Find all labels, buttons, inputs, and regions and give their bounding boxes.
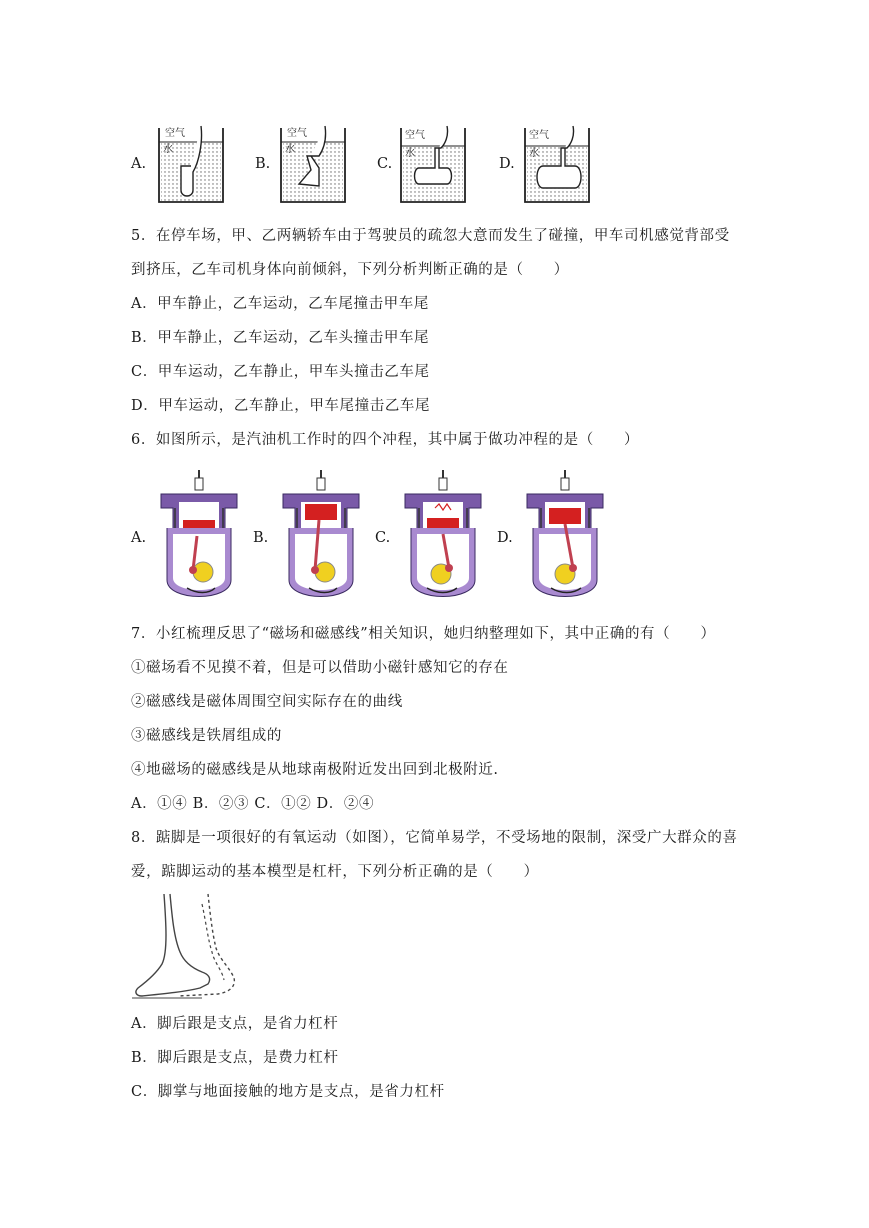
q4-figure-a [155, 122, 225, 206]
svg-text:水: 水 [405, 148, 415, 159]
q8-option-c: C．脚掌与地面接触的地方是支点，是省力杠杆 [131, 1084, 445, 1100]
q4-figure-b [277, 122, 347, 206]
q4-option-b-label: B. [255, 156, 271, 172]
q6-option-b-label: B. [253, 530, 269, 546]
q5-option-a: A．甲车静止，乙车运动，乙车尾撞击甲车尾 [131, 296, 429, 312]
q8-stem-line2: 爱，踮脚运动的基本模型是杠杆，下列分析正确的是（ ） [131, 864, 539, 880]
svg-text:空气: 空气 [529, 130, 549, 141]
q7-item-3: ③磁感线是铁屑组成的 [131, 728, 282, 744]
q5-stem-line2: 到挤压，乙车司机身体向前倾斜，下列分析判断正确的是（ ） [131, 262, 569, 278]
q7-item-4: ④地磁场的磁感线是从地球南极附近发出回到北极附近. [131, 762, 499, 778]
q4-figure-d [521, 122, 591, 206]
q4-option-row [131, 118, 751, 208]
q8-stem-line1: 8．踮脚是一项很好的有氧运动（如图），它简单易学，不受场地的限制，深受广大群众的喜 [131, 830, 738, 846]
q6-engine-figure-d [519, 468, 611, 608]
q5-option-d: D．甲车运动，乙车静止，甲车尾撞击乙车尾 [131, 398, 431, 414]
q6-option-row [131, 468, 751, 608]
svg-text:水: 水 [529, 148, 539, 159]
q6-engine-figure-a [153, 468, 245, 608]
q7-item-2: ②磁感线是磁体周围空间实际存在的曲线 [131, 694, 403, 710]
q4-option-d-label: D. [499, 156, 515, 172]
q6-stem-line1: 6．如图所示，是汽油机工作时的四个冲程，其中属于做功冲程的是（ ） [131, 432, 640, 448]
q8-option-a: A．脚后跟是支点，是省力杠杆 [131, 1016, 339, 1032]
svg-text:水: 水 [285, 144, 295, 155]
q4-figure-c [397, 122, 467, 206]
air-label: 空气 [165, 128, 185, 139]
q4-option-a-label: A. [131, 156, 147, 172]
q6-engine-figure-c [397, 468, 489, 608]
q7-options: A．①④ B．②③ C．①② D．②④ [131, 796, 375, 812]
q5-option-c: C．甲车运动，乙车静止，甲车头撞击乙车尾 [131, 364, 430, 380]
q5-stem-line1: 5．在停车场，甲、乙两辆轿车由于驾驶员的疏忽大意而发生了碰撞，甲车司机感觉背部受 [131, 228, 730, 244]
q6-option-d-label: D. [497, 530, 513, 546]
svg-text:空气: 空气 [287, 128, 307, 139]
q6-engine-figure-b [275, 468, 367, 608]
q8-option-b: B．脚后跟是支点，是费力杠杆 [131, 1050, 339, 1066]
svg-text:空气: 空气 [405, 130, 425, 141]
q7-item-1: ①磁场看不见摸不着，但是可以借助小磁针感知它的存在 [131, 660, 509, 676]
q7-stem-line1: 7．小红梳理反思了“磁场和磁感线”相关知识，她归纳整理如下，其中正确的有（ ） [131, 626, 716, 642]
q6-option-a-label: A. [131, 530, 147, 546]
q6-option-c-label: C. [375, 530, 391, 546]
q4-option-c-label: C. [377, 156, 393, 172]
q5-option-b: B．甲车静止，乙车运动，乙车头撞击甲车尾 [131, 330, 430, 346]
q8-tiptoe-foot-figure [132, 892, 242, 1002]
water-label: 水 [163, 144, 173, 155]
